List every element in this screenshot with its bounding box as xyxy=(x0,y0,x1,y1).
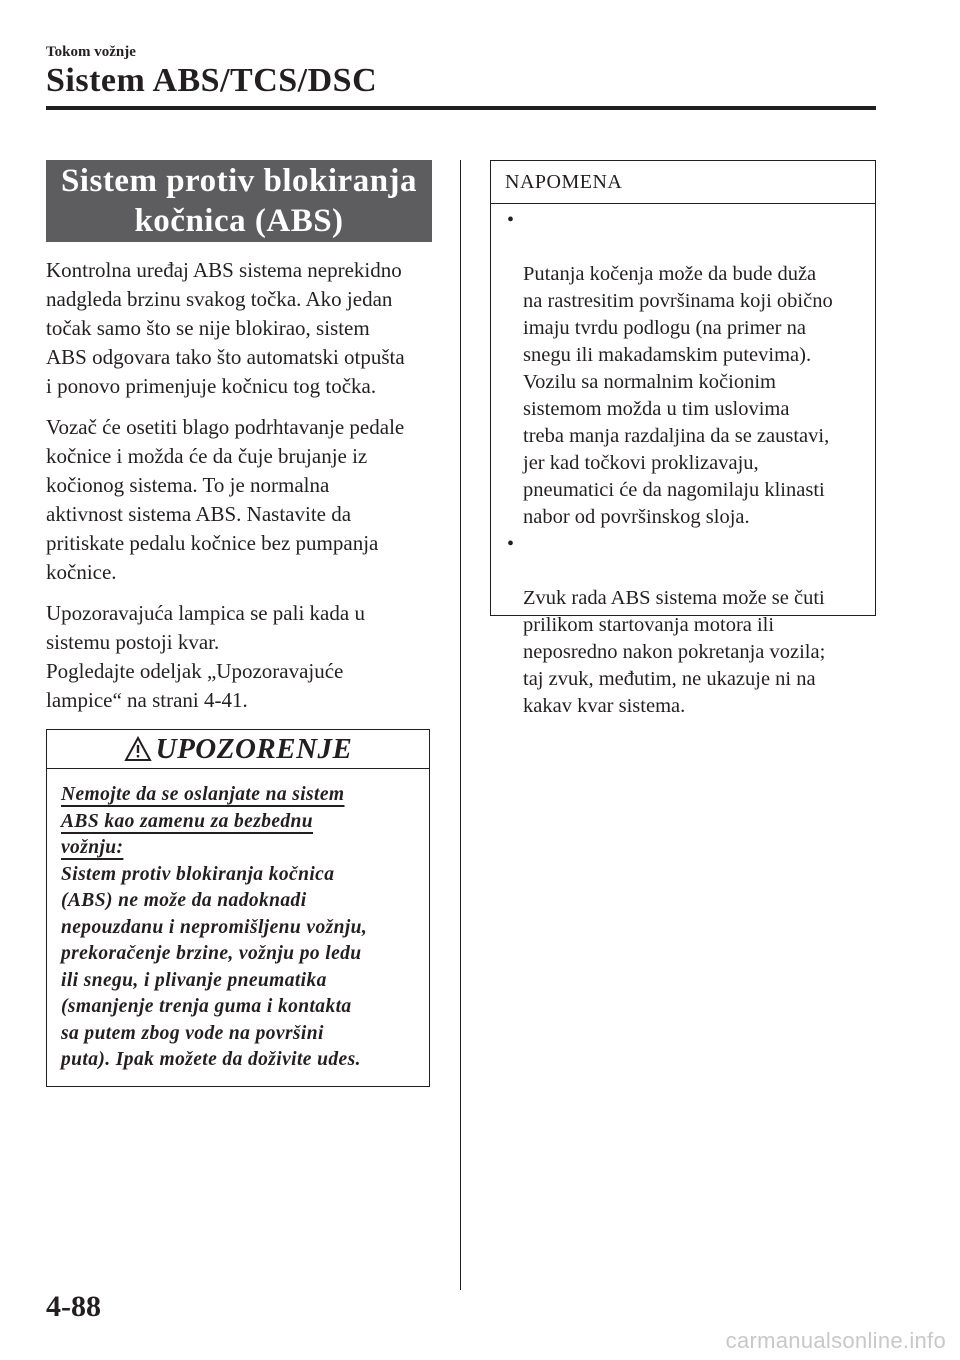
warning-header xyxy=(47,730,429,769)
section-heading-abs: Sistem protiv blokiranja kočnica (ABS) xyxy=(46,160,432,242)
page-title: Sistem ABS/TCS/DSC xyxy=(46,62,378,99)
note-box xyxy=(490,160,876,717)
note-bullet: • xyxy=(507,533,515,555)
body-paragraph-2: Vozač će osetiti blago podrhtavanje pedale kočnice i možda će da čuje brujanje iz kočionog sistema. To je normalna aktivnost sistema ABS. Nastavite da pritiskate pedalu kočnice bez pumpanja kočnice. xyxy=(46,415,405,584)
body-paragraph-3: Upozoravajuća lampica se pali kada u sistemu postoji kvar. Pogledajte odeljak „Upozoravajuće lampice“ na strani 4-41. xyxy=(46,601,365,712)
body-paragraph-1: Kontrolna uređaj ABS sistema neprekidno nadgleda brzinu svakog točka. Ako jedan točak samo što se nije blokirao, sistem ABS odgovara tako što automatski otpušta i ponovo primenjuje kočnicu tog točka. xyxy=(46,258,405,398)
note-item xyxy=(505,207,867,531)
watermark: carmanualsonline.info xyxy=(725,1328,946,1353)
warning-triangle-icon xyxy=(124,736,152,762)
note-item-text: Putanja kočenja može da bude duža na rastresitim površinama koji obično imaju tvrdu podlogu (na primer na snegu ili makadamskim putevima). Vozilu sa normalnim kočionim sistemom možda u tim uslovima treba manja razdaljina da se zaustavi, jer kad točkovi proklizavaju, pneumatici će da nagomilaju klinasti nabor od površinskog sloja. xyxy=(523,263,833,528)
warning-lead xyxy=(61,782,421,862)
note-list xyxy=(505,205,867,720)
note-item-text: Zvuk rada ABS sistema može se čuti prilikom startovanja motora ili neposredno nakon pokretanja vozila; taj zvuk, međutim, ne ukazuje ni na kakav kvar sistema. xyxy=(523,587,826,717)
warning-title: UPOZORENJE xyxy=(155,732,353,765)
warning-lead-text: Nemojte da se oslanjate na sistem ABS kao zamenu za bezbednu vožnju: xyxy=(61,784,345,858)
page-number: 4-88 xyxy=(46,1290,101,1323)
note-bullet: • xyxy=(507,209,515,231)
warning-box xyxy=(46,729,430,1087)
title-rule xyxy=(46,106,876,110)
warning-text: Sistem protiv blokiranja kočnica (ABS) ne može da nadoknadi nepouzdanu i nepromišljenu vožnju, prekoračenje brzine, vožnju po ledu ili snegu, i plivanje pneumatika (smanjenje trenja guma i kontakta sa putem zbog vode na površini puta). Ipak možete da doživite udes. xyxy=(61,863,368,1070)
note-title: NAPOMENA xyxy=(491,161,875,204)
warning-body xyxy=(61,782,421,1074)
section-label: Tokom vožnje xyxy=(46,44,136,60)
note-item xyxy=(505,531,867,720)
column-divider xyxy=(460,160,461,1290)
